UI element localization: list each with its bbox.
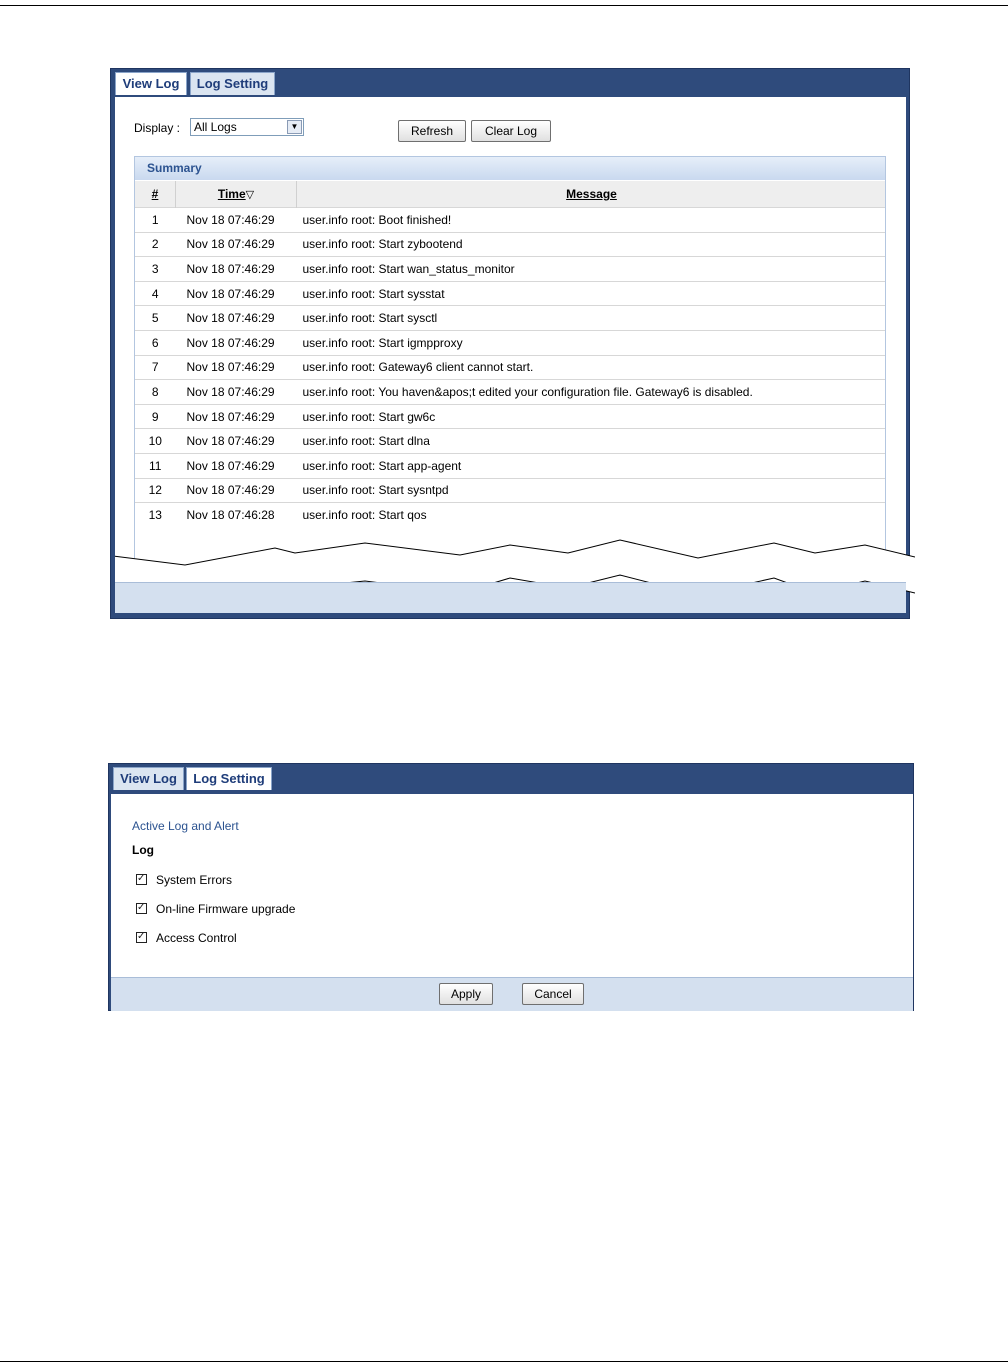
column-header-number[interactable]: # [135, 181, 176, 208]
log-cell-num: 13 [135, 503, 176, 527]
log-cell-time: Nov 18 07:46:29 [176, 232, 297, 257]
summary-title: Summary [135, 157, 885, 180]
tab-view-log[interactable]: View Log [113, 767, 184, 790]
option-label: System Errors [156, 873, 233, 887]
table-row [135, 330, 886, 355]
table-row [135, 355, 886, 380]
checkbox-access-control[interactable] [136, 932, 147, 943]
log-cell-num: 8 [135, 380, 176, 405]
log-cell-message: user.info root: Start app-agent [297, 453, 887, 478]
table-row [135, 503, 886, 527]
log-cell-message: user.info root: Start dlna [297, 429, 887, 454]
log-cell-message: user.info root: You haven&apos;t edited your configuration file. Gateway6 is disabled. [297, 380, 887, 405]
page-bottom-rule [0, 1361, 1008, 1362]
table-row [135, 232, 886, 257]
view-log-panel [110, 68, 910, 619]
log-cell-message: user.info root: Start sysstat [297, 281, 887, 306]
view-log-body [115, 97, 906, 607]
log-cell-message: user.info root: Start gw6c [297, 404, 887, 429]
table-row [135, 429, 886, 454]
log-cell-num: 7 [135, 355, 176, 380]
cancel-button[interactable]: Cancel [522, 983, 584, 1005]
checkbox-system-errors[interactable] [136, 874, 147, 885]
log-cell-message: user.info root: Start sysctl [297, 306, 887, 331]
log-cell-time: Nov 18 07:46:29 [176, 404, 297, 429]
option-label: Access Control [156, 931, 237, 945]
log-cell-num: 1 [135, 208, 176, 233]
table-row [135, 478, 886, 503]
log-cell-time: Nov 18 07:46:29 [176, 208, 297, 233]
log-cell-time: Nov 18 07:46:29 [176, 257, 297, 282]
tab-view-log[interactable]: View Log [115, 72, 187, 95]
tab-log-setting[interactable]: Log Setting [190, 72, 275, 95]
log-cell-num: 11 [135, 453, 176, 478]
table-row [135, 404, 886, 429]
checkbox-firmware-upgrade[interactable] [136, 903, 147, 914]
log-cell-message: user.info root: Start zybootend [297, 232, 887, 257]
log-cell-message: user.info root: Boot finished! [297, 208, 887, 233]
log-cell-num: 10 [135, 429, 176, 454]
sort-descending-icon: ▽ [245, 189, 255, 201]
table-row [135, 453, 886, 478]
log-cell-num: 6 [135, 330, 176, 355]
table-row [135, 281, 886, 306]
log-cell-time: Nov 18 07:46:29 [176, 380, 297, 405]
page-top-rule [0, 5, 1008, 6]
log-setting-panel [108, 763, 914, 1011]
log-cell-time: Nov 18 07:46:29 [176, 429, 297, 454]
tab-bar [111, 69, 909, 95]
log-cell-num: 3 [135, 257, 176, 282]
log-cell-time: Nov 18 07:46:29 [176, 306, 297, 331]
log-cell-message: user.info root: Start wan_status_monitor [297, 257, 887, 282]
option-access-control[interactable] [136, 931, 237, 947]
table-row [135, 380, 886, 405]
display-label: Display : [134, 121, 181, 135]
summary-box [134, 156, 886, 576]
log-table-body [135, 208, 886, 527]
option-firmware-upgrade[interactable] [136, 902, 295, 918]
subsection-title: Log [132, 843, 154, 857]
log-setting-footer [111, 977, 913, 1011]
table-row [135, 208, 886, 233]
option-label: On-line Firmware upgrade [156, 902, 296, 916]
log-cell-num: 9 [135, 404, 176, 429]
column-header-time-label: Time [217, 187, 246, 201]
display-select-value: All Logs [194, 120, 237, 134]
section-title: Active Log and Alert [132, 819, 239, 833]
log-cell-time: Nov 18 07:46:29 [176, 281, 297, 306]
log-cell-num: 12 [135, 478, 176, 503]
log-table [135, 181, 886, 527]
column-header-message[interactable]: Message [297, 181, 887, 208]
log-cell-message: user.info root: Gateway6 client cannot start. [297, 355, 887, 380]
log-cell-message: user.info root: Start sysntpd [297, 478, 887, 503]
clear-log-button[interactable]: Clear Log [471, 120, 551, 142]
chevron-down-icon[interactable]: ▼ [287, 120, 302, 134]
table-row [135, 306, 886, 331]
log-cell-time: Nov 18 07:46:29 [176, 355, 297, 380]
table-row [135, 257, 886, 282]
option-system-errors[interactable] [136, 873, 232, 889]
log-setting-body [111, 794, 913, 977]
log-cell-time: Nov 18 07:46:29 [176, 453, 297, 478]
log-cell-num: 4 [135, 281, 176, 306]
log-cell-time: Nov 18 07:46:28 [176, 503, 297, 527]
log-cell-num: 2 [135, 232, 176, 257]
tab-log-setting[interactable]: Log Setting [186, 767, 272, 790]
log-cell-time: Nov 18 07:46:29 [176, 478, 297, 503]
display-select[interactable] [190, 118, 304, 136]
tab-bar [109, 764, 913, 790]
log-cell-num: 5 [135, 306, 176, 331]
view-log-footer [115, 582, 906, 613]
log-cell-message: user.info root: Start qos [297, 503, 887, 527]
log-cell-message: user.info root: Start igmpproxy [297, 330, 887, 355]
refresh-button[interactable]: Refresh [398, 120, 466, 142]
column-header-time[interactable] [176, 181, 297, 208]
log-cell-time: Nov 18 07:46:29 [176, 330, 297, 355]
apply-button[interactable]: Apply [439, 983, 493, 1005]
